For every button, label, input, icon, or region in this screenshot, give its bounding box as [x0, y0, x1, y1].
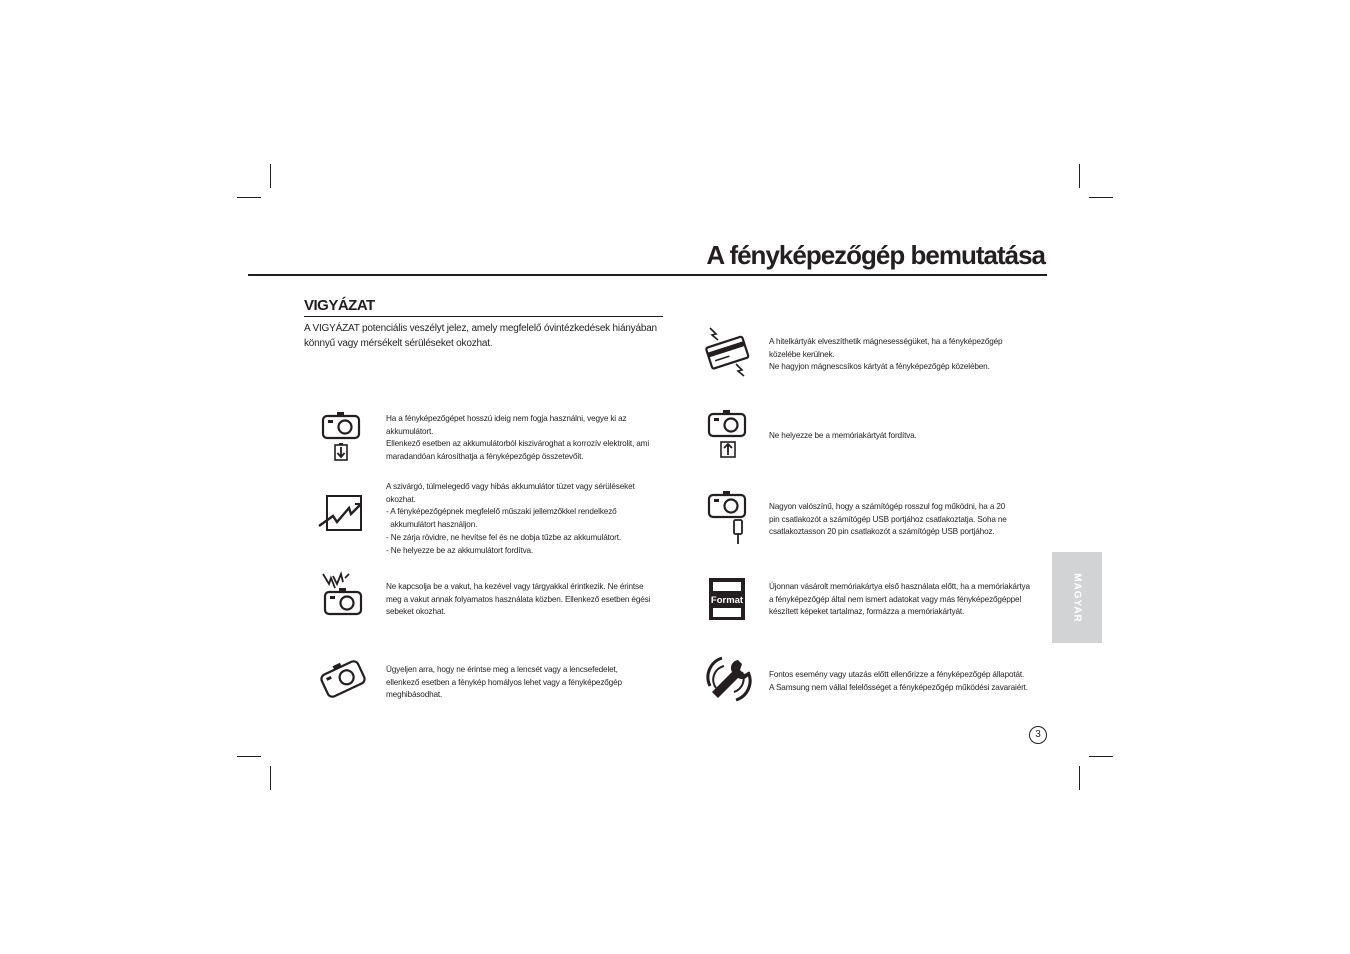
text-line: Ne helyezze be a memóriakártyát fordítva. [769, 431, 917, 440]
camera-battery-remove-icon [315, 408, 375, 468]
camera-lens-icon [315, 655, 375, 715]
format-card-icon [700, 572, 760, 632]
text-line: a fényképezőgép által nem ismert adatokat vagy más fényképezőgéppel [769, 594, 1022, 604]
text-line: ellenkező esetben a fénykép homályos lehet vagy a fényképezőgép [386, 677, 622, 687]
section-intro: A VIGYÁZAT potenciális veszélyt jelez, amely megfelelő óvintézkedések hiányában könnyű vagy mérsékelt sérüléseket okozhat. [304, 323, 657, 349]
text-line: Ellenkező esetben az akkumulátorból kiszivároghat a korrozív elektrolit, ami [386, 439, 650, 449]
text-line: meghibásodhat. [386, 690, 443, 700]
text-line: közelébe kerülnek. [769, 349, 835, 359]
magnetic-card-icon [700, 324, 760, 384]
text-line: csatlakoztasson 20 pin csatlakozót a számítógép USB portjához. [769, 527, 995, 537]
page-number: 3 [1029, 726, 1047, 744]
text-line: okozhat. [386, 494, 416, 504]
text-line: Újonnan vásárolt memóriakártya első használata előtt, ha a memóriakártya [769, 582, 1030, 591]
language-tab [1052, 552, 1102, 643]
text-line: készített képeket tartalmaz, formázza a memóriakártyát. [769, 607, 965, 617]
wrench-check-icon [700, 652, 760, 712]
item-text [769, 581, 1030, 619]
item-text [769, 501, 1007, 539]
item-text [769, 336, 1002, 374]
crop-mark [1079, 766, 1080, 790]
crop-mark [1089, 197, 1113, 198]
section-rule [304, 316, 663, 317]
crop-mark [1079, 164, 1080, 188]
text-line: Ha a fényképezőgépet hosszú ideig nem fogja használni, vegye ki az [386, 414, 627, 423]
text-line: A hitelkártyák elveszíthetik mágnesességüket, ha a fényképezőgép [769, 337, 1003, 346]
text-line: Ügyeljen arra, hogy ne érintse meg a lencsét vagy a lencsefedelet, [386, 665, 618, 674]
text-line: meg a vakut annak folyamatos használata közben. Ellenkező esetben égési [386, 594, 651, 604]
text-line: Nagyon valószínű, hogy a számítógép rosszul fog működni, ha a 20 [769, 502, 1006, 511]
text-line: - A fényképezőgépnek megfelelő műszaki jellemzőkkel rendelkező [386, 507, 617, 517]
camera-usb-cable-icon [700, 490, 760, 550]
text-line: akkumulátort használjon. [386, 520, 478, 530]
camera-flash-icon [315, 570, 375, 630]
item-text [386, 581, 650, 619]
title-rule [248, 274, 1047, 276]
text-line: Ne kapcsolja be a vakut, ha kezével vagy tárgyakkal érintkezik. Ne érintse [386, 582, 644, 591]
crop-mark [270, 766, 271, 790]
text-line: Fontos esemény vagy utazás előtt ellenőrizze a fényképezőgép állapotát. [769, 670, 1025, 679]
text-line: akkumulátort. [386, 426, 434, 436]
crop-mark [1089, 756, 1113, 757]
page-title: A fényképezőgép bemutatása [706, 240, 1045, 270]
text-line: A Samsung nem vállal felelősséget a fényképezőgép működési zavaraiért. [769, 682, 1028, 692]
camera-memory-card-icon [700, 408, 760, 468]
item-text [386, 481, 635, 557]
text-line: A szivárgó, túlmelegedő vagy hibás akkumulátor tüzet vagy sérüléseket [386, 482, 635, 491]
item-text [386, 413, 649, 464]
section-heading: VIGYÁZAT [304, 297, 375, 314]
text-line: - Ne zárja rövidre, ne hevítse fel és ne dobja tűzbe az akkumulátort. [386, 532, 621, 542]
crop-mark [270, 164, 271, 188]
battery-fire-icon [315, 488, 375, 548]
text-line: - Ne helyezze be az akkumulátort fordítva. [386, 545, 534, 555]
text-line: pin csatlakozót a számítógép USB portjához csatlakoztatja. Soha ne [769, 514, 1007, 524]
crop-mark [237, 197, 261, 198]
text-line: maradandóan károsíthatja a fényképezőgép összetevőit. [386, 452, 584, 462]
item-text [386, 664, 622, 702]
text-line: sebeket okozhat. [386, 607, 446, 617]
language-tab-label: MAGYAR [1071, 572, 1083, 623]
item-text [769, 669, 1028, 694]
crop-mark [237, 756, 261, 757]
text-line: Ne hagyjon mágnescsíkos kártyát a fényképezőgép közelében. [769, 362, 990, 372]
item-text [769, 430, 917, 443]
format-label: Format [710, 595, 744, 606]
